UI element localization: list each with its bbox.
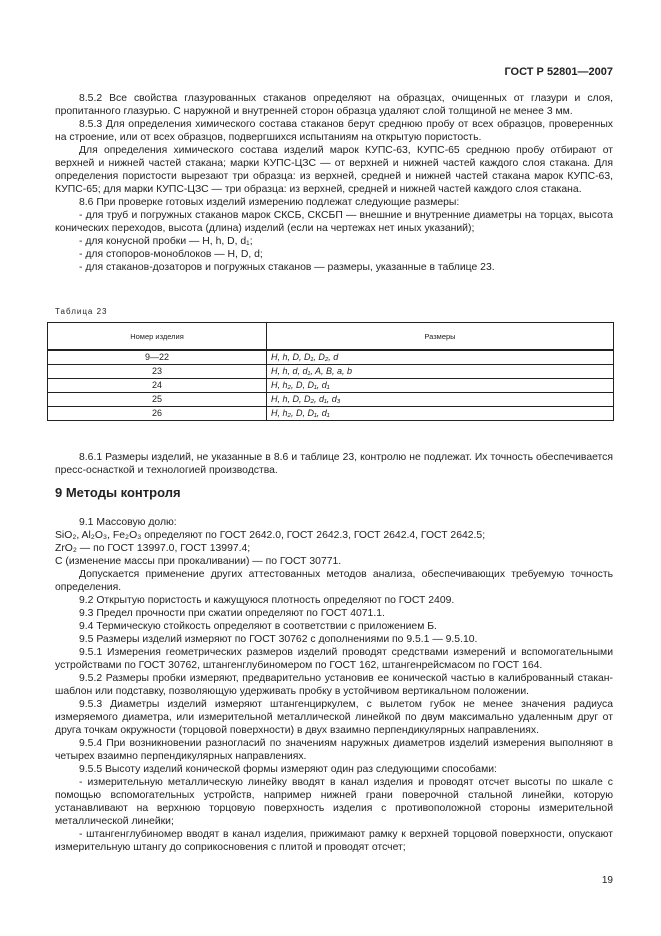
list-item: - штангенглубиномер вводят в канал изделия, прижимают рамку к верхней торцовой поверхности, опускают измерительную штангу до соприкосновения с плитой и проводят отсчет;: [55, 829, 613, 853]
table-row: [48, 365, 614, 379]
paragraph: 9.2 Открытую пористость и кажущуюся плотность определяют по ГОСТ 2409.: [79, 595, 455, 606]
table-row: [48, 350, 614, 365]
paragraph: Для определения химического состава изделий марок КУПС-63, КУПС-65 среднюю пробу отбирают от верхней и нижней частей стакана; марки КУПС-ЦЗС — от верхней и нижней частей каждого слоя стакана. Для определения пористости вырезают три образца: из верхней, средней и нижней частей стакана марок КУПС-63, КУПС-65; для марки КУПС-ЦЗС — три образца: из верхней, средней и нижней частей каждого слоя стакана.: [55, 145, 613, 195]
table-row: [48, 407, 614, 421]
list-item: - для конусной пробки — H, h, D, d₁;: [79, 236, 253, 247]
list-item: - для стаканов-дозаторов и погружных стаканов — размеры, указанные в таблице 23.: [79, 262, 495, 273]
paragraph: 9.5.4 При возникновении разногласий по значениям наружных диаметров изделий измерения выполняют в четырех взаимно перпендикулярных направлениях.: [55, 738, 613, 762]
list-item: - для стопоров-моноблоков — H, D, d;: [79, 249, 263, 260]
list-item: - измерительную металлическую линейку вводят в канал изделия и проводят отсчет высоты по шкале с помощью вспомогательных устройств, например нижней грани поверочной стальной линейки, которую устанавливают на верхнюю торцовую поверхность изделия с противоположной стороны измерительной металлической линейки;: [55, 777, 613, 827]
paragraph: SiO₂, Al₂O₃, Fe₂O₃ определяют по ГОСТ 2642.0, ГОСТ 2642.3, ГОСТ 2642.4, ГОСТ 2642.5;: [55, 530, 486, 541]
paragraph: 9.4 Термическую стойкость определяют в соответствии с приложением Б.: [79, 621, 437, 632]
table-row: [48, 393, 614, 407]
bottom-text: [55, 516, 613, 854]
paragraph: 8.5.3 Для определения химического состава стаканов берут среднюю пробу от всех образцов, проверенных на строение, или от всех образцов, подвергшихся испытаниям на открытую пористость.: [55, 119, 613, 143]
paragraph: 9.3 Предел прочности при сжатии определяют по ГОСТ 4071.1.: [79, 608, 385, 619]
section-title: 9 Методы контроля: [55, 485, 181, 500]
item-number: 26: [48, 407, 267, 421]
paragraph: С (изменение массы при прокаливании) — по ГОСТ 30771.: [55, 556, 342, 567]
table-row: [48, 379, 614, 393]
paragraph: 8.6 При проверке готовых изделий измерению подлежат следующие размеры:: [79, 197, 460, 208]
standard-header: ГОСТ Р 52801—2007: [504, 66, 613, 78]
table-caption: Таблица 23: [55, 307, 108, 316]
item-number: 24: [48, 379, 267, 393]
paragraph: 8.5.2 Все свойства глазурованных стаканов определяют на образцах, очищенных от глазури и слоя, пропитанного глазурью. С наружной и внутренней сторон образца удаляют слой толщиной не менее 3 мм.: [55, 93, 613, 117]
dimensions: H, h₂, D, D₁, d₁: [267, 407, 614, 421]
note-text: [55, 451, 613, 477]
paragraph: ZrO₂ — по ГОСТ 13997.0, ГОСТ 13997.4;: [55, 543, 251, 554]
item-number: 25: [48, 393, 267, 407]
item-number: 23: [48, 365, 267, 379]
paragraph: 9.5.3 Диаметры изделий измеряют штангенциркулем, с вылетом губок не менее значения радиуса измеряемого диаметра, или измерительной металлической линейкой по двум максимально удаленным друг от друга точкам окружности (торцовой поверхности) в двух взаимно перпендикулярных направлениях.: [55, 699, 613, 736]
paragraph: 9.5.2 Размеры пробки измеряют, предварительно установив ее конической частью в калиброванный стакан-шаблон или подставку, позволяющую удерживать пробку в устойчивом вертикальном положении.: [55, 673, 613, 697]
column-header: Номер изделия: [48, 323, 267, 351]
column-header: Размеры: [267, 323, 614, 351]
paragraph: 9.5 Размеры изделий измеряют по ГОСТ 30762 с дополнениями по 9.5.1 — 9.5.10.: [79, 634, 478, 645]
paragraph: 9.5.1 Измерения геометрических размеров изделий проводят средствами измерений и вспомогательными устройствами по ГОСТ 30762, штангенглубиномером по ГОСТ 162, штангенрейсмасом по ГОСТ 164.: [55, 647, 613, 671]
dimensions: H, h, D, D₂, d₁, d₃: [267, 393, 614, 407]
page-number: 19: [601, 875, 613, 886]
table-header-row: [48, 323, 614, 351]
dimensions: H, h, d, d₁, A, B, a, b: [267, 365, 614, 379]
dimensions: H, h, D, D₁, D₂, d: [267, 350, 614, 365]
paragraph: 8.6.1 Размеры изделий, не указанные в 8.6 и таблице 23, контролю не подлежат. Их точность обеспечивается пресс-оснасткой и технологией производства.: [55, 452, 613, 476]
dimensions: H, h₂, D, D₁, d₁: [267, 379, 614, 393]
dimensions-table: [47, 322, 614, 421]
paragraph: Допускается применение других аттестованных методов анализа, обеспечивающих требуемую точность определения.: [55, 569, 613, 593]
list-item: - для труб и погружных стаканов марок СКСБ, СКСБП — внешние и внутренние диаметры на торцах, высота конических переходов, высота (длина) изделий (если на чертежах нет иных указаний);: [55, 210, 613, 234]
top-text: [55, 92, 613, 274]
item-number: 9—22: [48, 350, 267, 365]
paragraph: 9.5.5 Высоту изделий конической формы измеряют один раз следующими способами:: [79, 764, 497, 775]
paragraph: 9.1 Массовую долю:: [79, 517, 177, 528]
